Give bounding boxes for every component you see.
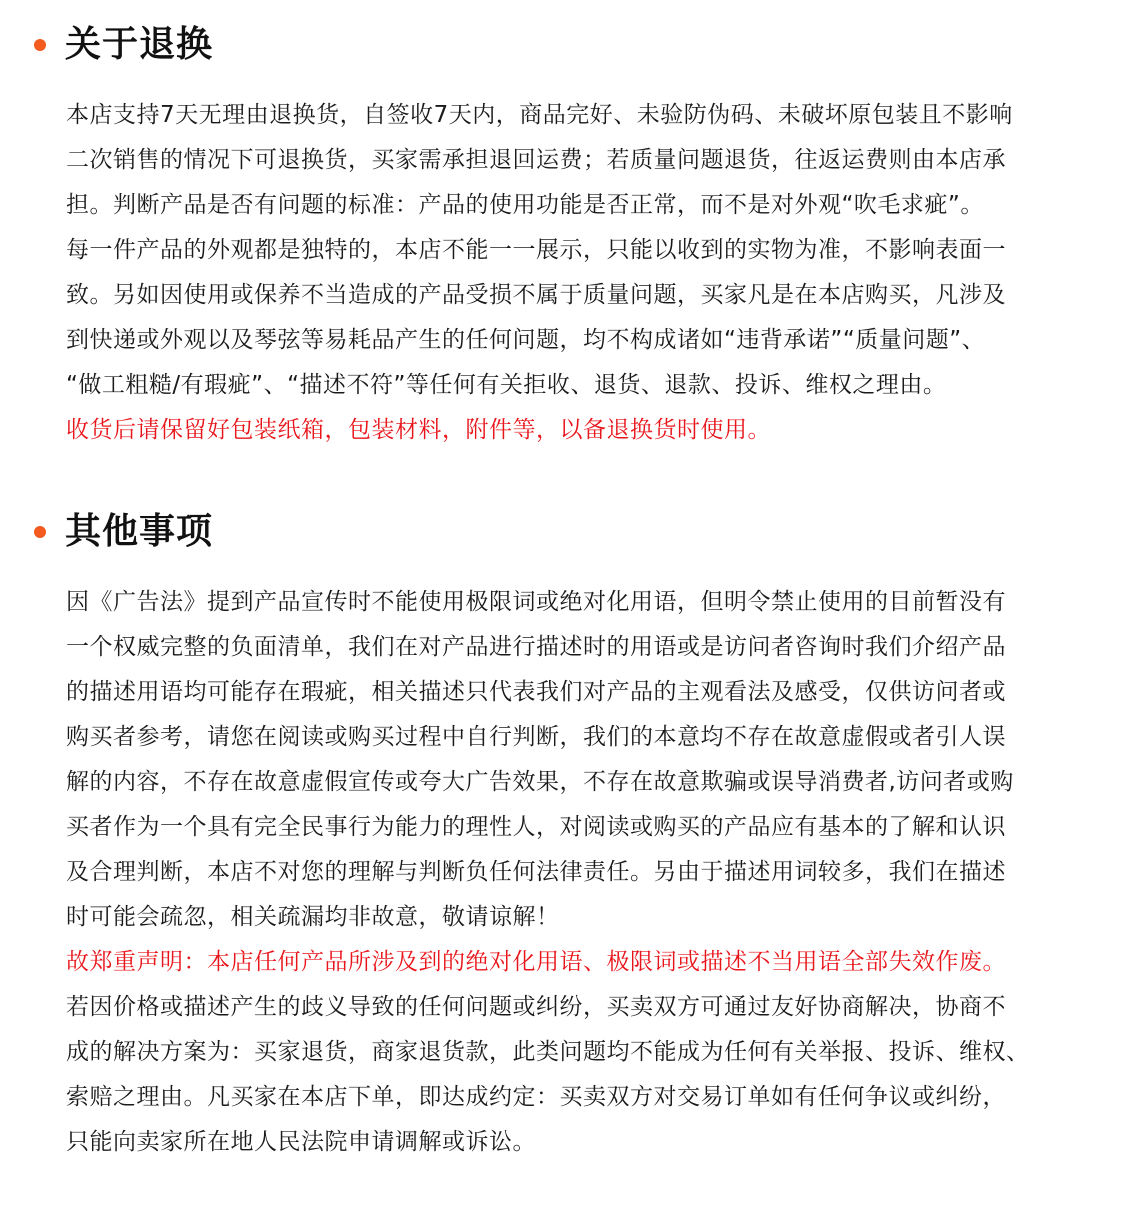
section-title: 关于退换 xyxy=(65,24,214,65)
section-body xyxy=(66,580,1106,1165)
paragraph-line: 时可能会疏忽，相关疏漏均非故意，敬请谅解！ xyxy=(66,904,560,930)
paragraph-line: “做工粗糙/有瑕疵”、“描述不符”等任何有关拒收、退货、退款、投诉、维权之理由。 xyxy=(66,372,947,398)
paragraph-line: 因《广告法》提到产品宣传时不能使用极限词或绝对化用语，但明令禁止使用的目前暂没有 xyxy=(66,589,1006,615)
disclaimer-notice-line: 故郑重声明：本店任何产品所涉及到的绝对化用语、极限词或描述不当用语全部失效作废。 xyxy=(66,949,1006,975)
highlight-notice-line: 收货后请保留好包装纸箱，包装材料，附件等，以备退换货时使用。 xyxy=(66,417,771,443)
section-header xyxy=(0,505,1125,561)
paragraph-line: 本店支持7天无理由退换货，自签收7天内，商品完好、未验防伪码、未破坏原包装且不影响 xyxy=(66,102,1013,128)
paragraph-line: 一个权威完整的负面清单，我们在对产品进行描述时的用语或是访问者咨询时我们介绍产品 xyxy=(66,634,1006,660)
paragraph-line: 到快递或外观以及琴弦等易耗品产生的任何问题，均不构成诸如“违背承诺”“质量问题”、 xyxy=(66,327,986,353)
paragraph-line: 及合理判断，本店不对您的理解与判断负任何法律责任。另由于描述用词较多，我们在描述 xyxy=(66,859,1006,885)
section-title: 其他事项 xyxy=(65,511,214,552)
paragraph-line: 只能向卖家所在地人民法院申请调解或诉讼。 xyxy=(66,1129,536,1155)
paragraph-line: 购买者参考，请您在阅读或购买过程中自行判断，我们的本意均不存在故意虚假或者引人误 xyxy=(66,724,1006,750)
paragraph-line: 索赔之理由。凡买家在本店下单，即达成约定：买卖双方对交易订单如有任何争议或纠纷， xyxy=(66,1084,1006,1110)
paragraph-line: 若因价格或描述产生的歧义导致的任何问题或纠纷，买卖双方可通过友好协商解决，协商不 xyxy=(66,994,1006,1020)
paragraph-line: 解的内容，不存在故意虚假宣传或夸大广告效果，不存在故意欺骗或误导消费者,访问者或购 xyxy=(66,769,1014,795)
orange-dot-bullet-icon xyxy=(34,526,46,538)
section-header xyxy=(0,18,1125,74)
section-body xyxy=(66,93,1106,453)
paragraph-line: 每一件产品的外观都是独特的，本店不能一一展示，只能以收到的实物为准，不影响表面一 xyxy=(66,237,1006,263)
paragraph-line: 担。判断产品是否有问题的标准：产品的使用功能是否正常，而不是对外观“吹毛求疵”。 xyxy=(66,192,984,218)
paragraph-line: 致。另如因使用或保养不当造成的产品受损不属于质量问题，买家凡是在本店购买，凡涉及 xyxy=(66,282,1006,308)
paragraph-line: 二次销售的情况下可退换货，买家需承担退回运费；若质量问题退货，往返运费则由本店承 xyxy=(66,147,1006,173)
return-policy-section xyxy=(0,18,1125,443)
paragraph-line: 的描述用语均可能存在瑕疵，相关描述只代表我们对产品的主观看法及感受，仅供访问者或 xyxy=(66,679,1006,705)
paragraph-line: 买者作为一个具有完全民事行为能力的理性人，对阅读或购买的产品应有基本的了解和认识 xyxy=(66,814,1006,840)
paragraph-line: 成的解决方案为：买家退货，商家退货款，此类问题均不能成为任何有关举报、投诉、维权、 xyxy=(66,1039,1030,1065)
orange-dot-bullet-icon xyxy=(34,39,46,51)
other-matters-section xyxy=(0,505,1125,1155)
